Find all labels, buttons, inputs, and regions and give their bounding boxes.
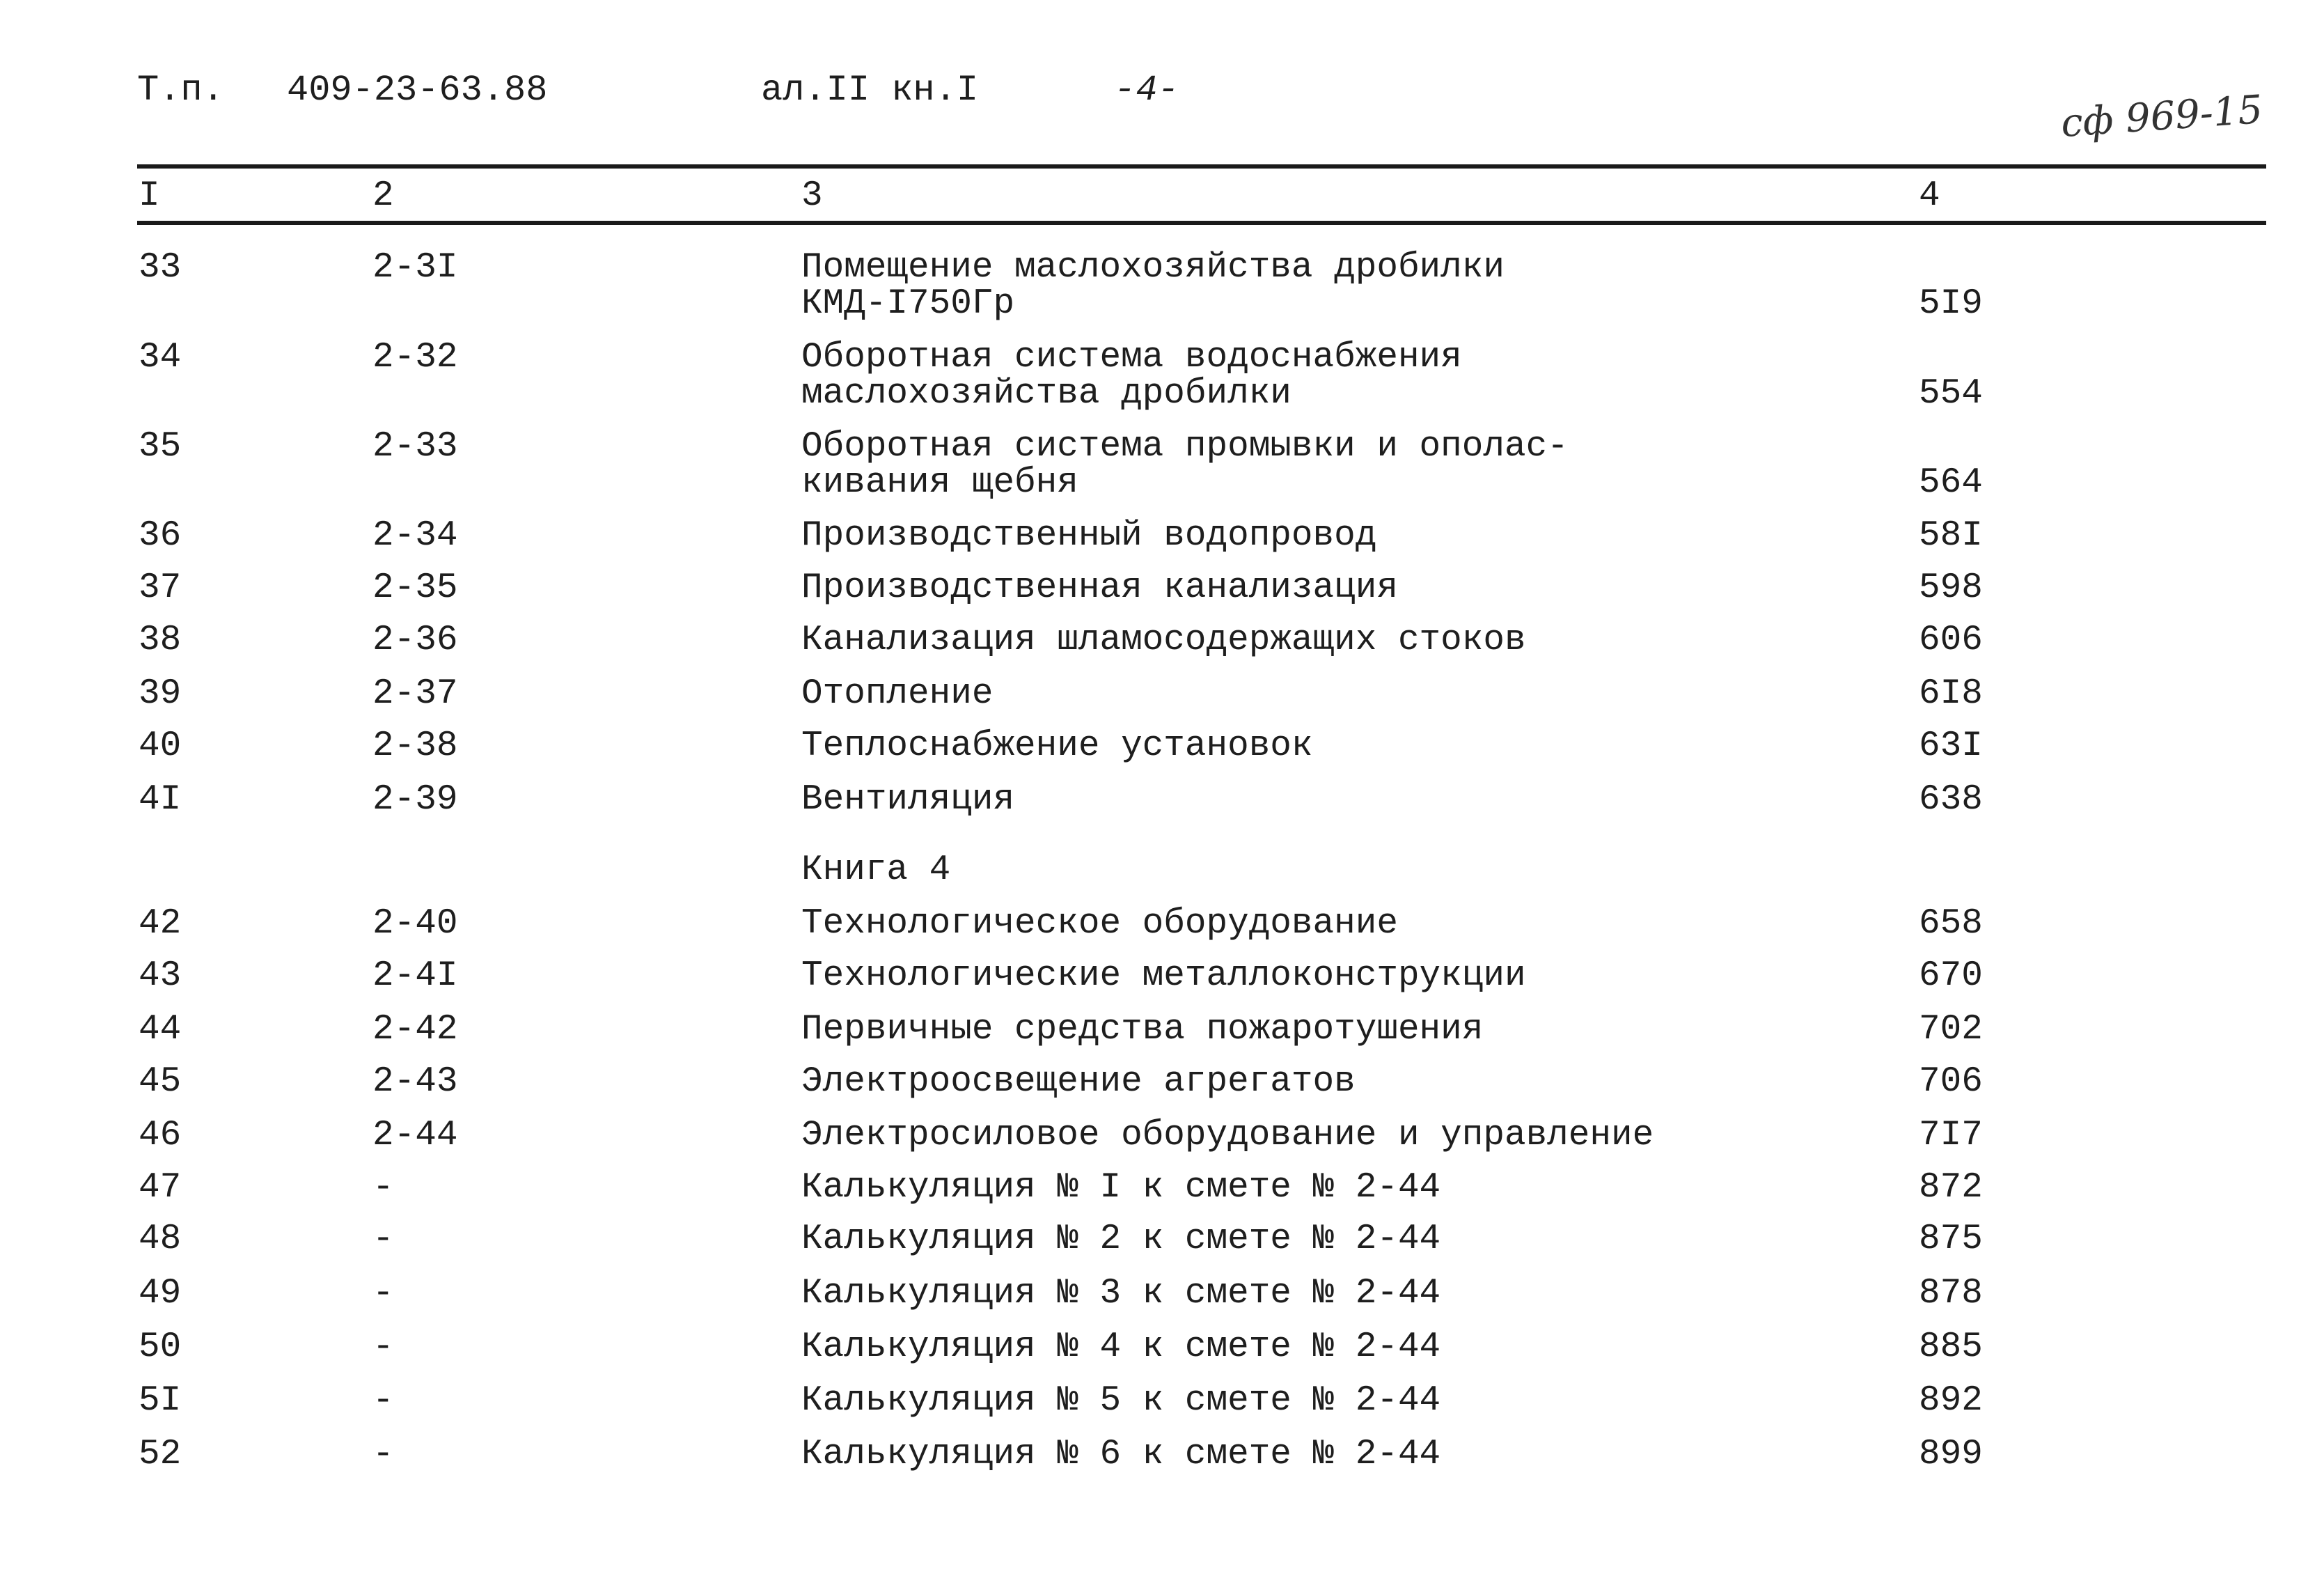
page-ref: 6I8 xyxy=(1919,674,1983,714)
estimate-code: 2-44 xyxy=(372,1116,458,1155)
section-title: Электросиловое оборудование и управление xyxy=(801,1116,1654,1155)
column-header-2: 2 xyxy=(372,176,394,216)
page-ref: 5I9 xyxy=(1919,284,1983,324)
estimate-code: - xyxy=(372,1274,394,1313)
section-title: Калькуляция № 3 к смете № 2-44 xyxy=(801,1274,1441,1313)
page-ref: 706 xyxy=(1919,1062,1983,1102)
page-ref: 885 xyxy=(1919,1327,1983,1367)
estimate-code: 2-33 xyxy=(372,427,458,467)
row-number: 39 xyxy=(139,674,182,714)
row-number: 50 xyxy=(139,1327,182,1367)
page-ref: 606 xyxy=(1919,621,1983,660)
section-title: Производственный водопровод xyxy=(801,516,1377,556)
page-ref: 892 xyxy=(1919,1381,1983,1421)
section-title: Отопление xyxy=(801,674,994,714)
section-title: Теплоснабжение установок xyxy=(801,726,1313,766)
page-ref: 7I7 xyxy=(1919,1116,1983,1155)
section-title: Калькуляция № 4 к смете № 2-44 xyxy=(801,1327,1441,1367)
section-title: Помещение маслохозяйства дробилки КМД-I750Гр xyxy=(801,248,1505,324)
page-ref: 878 xyxy=(1919,1274,1983,1313)
estimate-code: 2-36 xyxy=(372,621,458,660)
estimate-code: 2-39 xyxy=(372,780,458,820)
estimate-code: 2-35 xyxy=(372,568,458,608)
row-number: 5I xyxy=(139,1381,182,1421)
project-code: 409-23-63.88 xyxy=(287,70,548,111)
row-number: 49 xyxy=(139,1274,182,1313)
estimate-code: 2-43 xyxy=(372,1062,458,1102)
row-number: 40 xyxy=(139,726,182,766)
page-ref: 58I xyxy=(1919,516,1983,556)
handwritten-stamp: сф 969-15 xyxy=(2059,86,2264,147)
table-header-rule xyxy=(137,221,2266,225)
page-ref: 670 xyxy=(1919,956,1983,996)
estimate-code: - xyxy=(372,1168,394,1208)
estimate-code: - xyxy=(372,1381,394,1421)
page-ref: 638 xyxy=(1919,780,1983,820)
row-number: 45 xyxy=(139,1062,182,1102)
row-number: 37 xyxy=(139,568,182,608)
estimate-code: 2-32 xyxy=(372,338,458,377)
row-number: 44 xyxy=(139,1010,182,1050)
row-number: 33 xyxy=(139,248,182,288)
row-number: 34 xyxy=(139,338,182,377)
section-title: Первичные средства пожаротушения xyxy=(801,1010,1484,1050)
estimate-code: 2-37 xyxy=(372,674,458,714)
row-number: 43 xyxy=(139,956,182,996)
row-number: 35 xyxy=(139,427,182,467)
estimate-code: 2-34 xyxy=(372,516,458,556)
estimate-code: - xyxy=(372,1219,394,1259)
section-title: Электроосвещение агрегатов xyxy=(801,1062,1356,1102)
column-header-1: I xyxy=(139,176,160,216)
row-number: 38 xyxy=(139,621,182,660)
page-number: -4- xyxy=(1114,70,1179,111)
estimate-code: 2-3I xyxy=(372,248,458,288)
section-title: Технологические металлоконструкции xyxy=(801,956,1526,996)
row-number: 47 xyxy=(139,1168,182,1208)
section-title: Производственная канализация xyxy=(801,568,1398,608)
row-number: 48 xyxy=(139,1219,182,1259)
page-ref: 554 xyxy=(1919,374,1983,414)
estimate-code: - xyxy=(372,1327,394,1367)
column-header-3: 3 xyxy=(801,176,823,216)
estimate-code: 2-42 xyxy=(372,1010,458,1050)
page-ref: 564 xyxy=(1919,463,1983,503)
section-title: Оборотная система водоснабжения маслохозяйства дробилки xyxy=(801,338,1462,414)
table-top-rule xyxy=(137,164,2266,169)
section-title: Калькуляция № I к смете № 2-44 xyxy=(801,1168,1441,1208)
page-ref: 63I xyxy=(1919,726,1983,766)
estimate-code: 2-4I xyxy=(372,956,458,996)
page-ref: 702 xyxy=(1919,1010,1983,1050)
row-number: 4I xyxy=(139,780,182,820)
section-title: Калькуляция № 2 к смете № 2-44 xyxy=(801,1219,1441,1259)
section-title: Калькуляция № 6 к смете № 2-44 xyxy=(801,1435,1441,1474)
doc-prefix: Т.п. xyxy=(137,70,224,111)
estimate-code: 2-40 xyxy=(372,904,458,944)
row-number: 36 xyxy=(139,516,182,556)
section-title: Оборотная система промывки и ополас- кивания щебня xyxy=(801,427,1569,503)
estimate-code: - xyxy=(372,1435,394,1474)
estimate-code: 2-38 xyxy=(372,726,458,766)
section-title: Технологическое оборудование xyxy=(801,904,1398,944)
column-header-4: 4 xyxy=(1919,176,1940,216)
row-number: 42 xyxy=(139,904,182,944)
section-title: Канализация шламосодержащих стоков xyxy=(801,621,1526,660)
section-title: Книга 4 xyxy=(801,850,951,890)
page-ref: 658 xyxy=(1919,904,1983,944)
section-title: Вентиляция xyxy=(801,780,1015,820)
row-number: 46 xyxy=(139,1116,182,1155)
row-number: 52 xyxy=(139,1435,182,1474)
page-ref: 598 xyxy=(1919,568,1983,608)
album-info: ал.II кн.I xyxy=(761,70,979,111)
page-ref: 875 xyxy=(1919,1219,1983,1259)
page-ref: 872 xyxy=(1919,1168,1983,1208)
section-title: Калькуляция № 5 к смете № 2-44 xyxy=(801,1381,1441,1421)
page-ref: 899 xyxy=(1919,1435,1983,1474)
